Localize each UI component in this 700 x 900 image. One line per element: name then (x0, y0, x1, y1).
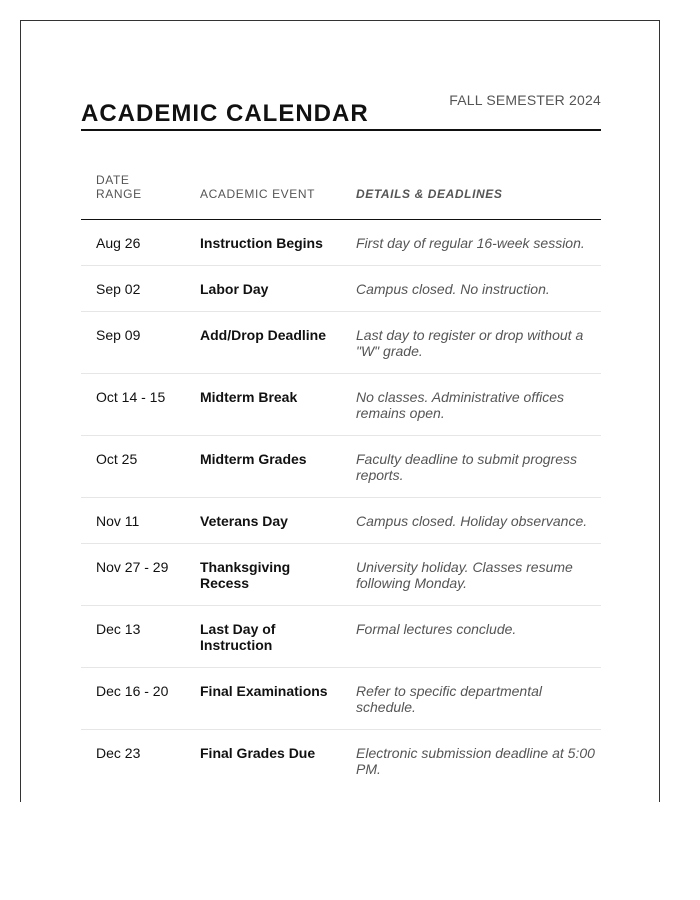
event-cell: Instruction Begins (200, 235, 323, 251)
table-row (81, 730, 601, 791)
date-cell: Sep 09 (96, 327, 141, 343)
event-cell: Final Grades Due (200, 745, 316, 761)
event-cell: Veterans Day (200, 513, 288, 529)
header-academic-event: ACADEMIC EVENT (200, 187, 316, 201)
date-cell: Oct 14 - 15 (96, 389, 166, 405)
event-cell: Thanksgiving Recess (200, 559, 291, 591)
table-row (81, 668, 601, 730)
date-cell: Nov 27 - 29 (96, 559, 169, 575)
header-date-range: DATE RANGE (96, 173, 142, 201)
details-cell: Last day to register or drop without a "W" grade. (356, 327, 584, 359)
details-cell: Electronic submission deadline at 5:00 PM. (356, 745, 595, 777)
event-cell: Midterm Grades (200, 451, 307, 467)
date-cell: Dec 13 (96, 621, 141, 637)
table-row (81, 606, 601, 668)
date-cell: Aug 26 (96, 235, 141, 251)
details-cell: First day of regular 16-week session. (356, 235, 585, 251)
event-cell: Last Day of Instruction (200, 621, 276, 653)
table-header (81, 173, 601, 220)
semester-label: FALL SEMESTER 2024 (449, 92, 601, 108)
table-row (81, 498, 601, 544)
event-cell: Midterm Break (200, 389, 298, 405)
event-cell: Labor Day (200, 281, 269, 297)
date-cell: Nov 11 (96, 513, 140, 529)
event-cell: Final Examinations (200, 683, 328, 699)
details-cell: Formal lectures conclude. (356, 621, 517, 637)
date-cell: Oct 25 (96, 451, 138, 467)
details-cell: Campus closed. No instruction. (356, 281, 550, 297)
title-row (81, 85, 601, 131)
table-row (81, 266, 601, 312)
event-cell: Add/Drop Deadline (200, 327, 327, 343)
calendar-table (81, 173, 601, 791)
date-cell: Sep 02 (96, 281, 141, 297)
details-cell: University holiday. Classes resume following Monday. (356, 559, 573, 591)
table-row (81, 220, 601, 266)
table-row (81, 312, 601, 374)
calendar-content (81, 85, 601, 791)
calendar-page (20, 20, 660, 802)
date-cell: Dec 23 (96, 745, 141, 761)
date-cell: Dec 16 - 20 (96, 683, 169, 699)
header-details-deadlines: DETAILS & DEADLINES (356, 187, 503, 201)
page-title: ACADEMIC CALENDAR (81, 100, 369, 127)
details-cell: Campus closed. Holiday observance. (356, 513, 588, 529)
table-row (81, 436, 601, 498)
details-cell: No classes. Administrative offices remains open. (356, 389, 564, 421)
details-cell: Faculty deadline to submit progress reports. (356, 451, 577, 483)
table-row (81, 374, 601, 436)
table-row (81, 544, 601, 606)
details-cell: Refer to specific departmental schedule. (356, 683, 542, 715)
